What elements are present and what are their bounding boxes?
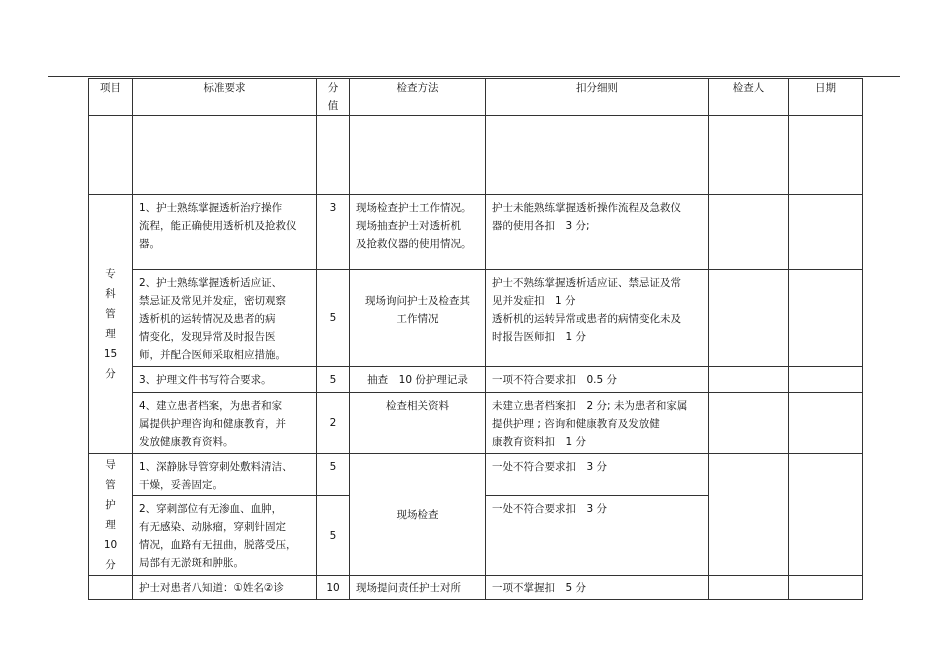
deduction-cell: 护士不熟练掌握透析适应证、禁忌证及常 见并发症扣 1 分 透析机的运转异常或患者的病情变化未及 时报告医师扣 1 分	[486, 270, 709, 367]
standard-cell: 2、护士熟练掌握透析适应证、 禁忌证及常见并发症，密切观察 透析机的运转情况及患者的病 情变化，发现异常及时报告医 师，并配合医师采取相应措施。	[133, 270, 317, 367]
header-score: 分值	[317, 79, 350, 116]
date-cell	[789, 195, 863, 270]
cell	[789, 116, 863, 195]
header-inspector: 检查人	[709, 79, 789, 116]
deduction-cell: 护士未能熟练掌握透析操作流程及急救仪 器的使用各扣 3 分;	[486, 195, 709, 270]
table-row	[89, 454, 863, 496]
category-catheter: 导 管 护 理 10 分	[89, 454, 133, 576]
standard-cell: 1、深静脉导管穿刺处敷料清洁、 干燥，妥善固定。	[133, 454, 317, 496]
blank-row	[89, 116, 863, 195]
table-row	[89, 195, 863, 270]
table-row	[89, 393, 863, 454]
cell	[89, 576, 133, 600]
score-cell: 5	[317, 496, 350, 576]
header-method: 检查方法	[350, 79, 486, 116]
cell	[709, 116, 789, 195]
score-cell: 3	[317, 195, 350, 270]
header-deduction: 扣分细则	[486, 79, 709, 116]
date-cell	[789, 270, 863, 367]
cell	[89, 116, 133, 195]
header-standard: 标准要求	[133, 79, 317, 116]
date-cell	[789, 393, 863, 454]
date-cell	[789, 576, 863, 600]
date-cell	[789, 367, 863, 393]
top-rule	[48, 76, 900, 77]
deduction-cell: 一项不符合要求扣 0.5 分	[486, 367, 709, 393]
inspector-cell	[709, 367, 789, 393]
deduction-cell: 一项不掌握扣 5 分	[486, 576, 709, 600]
table-row	[89, 576, 863, 600]
inspector-cell	[709, 270, 789, 367]
cell	[350, 116, 486, 195]
method-cell: 现场提问责任护士对所	[350, 576, 486, 600]
standard-cell: 护士对患者八知道：①姓名②诊	[133, 576, 317, 600]
cell	[133, 116, 317, 195]
table-row	[89, 270, 863, 367]
date-cell	[789, 454, 863, 576]
score-cell: 5	[317, 454, 350, 496]
table-row	[89, 367, 863, 393]
method-cell: 抽查 10 份护理记录	[350, 367, 486, 393]
deduction-cell: 一处不符合要求扣 3 分	[486, 454, 709, 496]
inspector-cell	[709, 393, 789, 454]
method-cell: 现场检查护士工作情况。 现场抽查护士对透析机 及抢救仪器的使用情况。	[350, 195, 486, 270]
inspector-cell	[709, 576, 789, 600]
score-cell: 5	[317, 367, 350, 393]
deduction-cell: 一处不符合要求扣 3 分	[486, 496, 709, 576]
header-row	[89, 79, 863, 116]
standard-cell: 1、护士熟练掌握透析治疗操作 流程，能正确使用透析机及抢救仪 器。	[133, 195, 317, 270]
standard-cell: 3、护理文件书写符合要求。	[133, 367, 317, 393]
cell	[486, 116, 709, 195]
score-cell: 10	[317, 576, 350, 600]
score-cell: 5	[317, 270, 350, 367]
method-cell: 现场询问护士及检查其 工作情况	[350, 270, 486, 367]
score-cell: 2	[317, 393, 350, 454]
header-date: 日期	[789, 79, 863, 116]
deduction-cell: 未建立患者档案扣 2 分; 未为患者和家属 提供护理 ; 咨询和健康教育及发放健 康教育资料扣 1 分	[486, 393, 709, 454]
inspector-cell	[709, 195, 789, 270]
method-cell: 检查相关资料	[350, 393, 486, 454]
category-specialty: 专 科 管 理 15 分	[89, 195, 133, 454]
method-cell: 现场检查	[350, 454, 486, 576]
standard-cell: 4、建立患者档案，为患者和家 属提供护理咨询和健康教育，并 发放健康教育资料。	[133, 393, 317, 454]
header-item: 项目	[89, 79, 133, 116]
inspection-table	[88, 78, 863, 600]
standard-cell: 2、穿刺部位有无渗血、血肿， 有无感染、动脉瘤，穿刺针固定 情况，血路有无扭曲，脱落受压， 局部有无淤斑和肿胀。	[133, 496, 317, 576]
cell	[317, 116, 350, 195]
inspector-cell	[709, 454, 789, 576]
